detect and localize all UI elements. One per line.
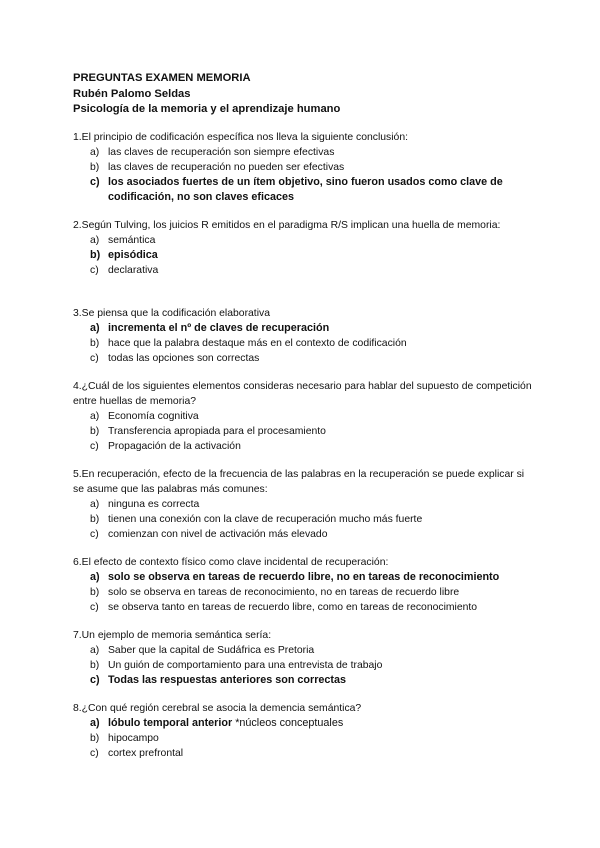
answer-option — [73, 600, 533, 615]
answer-option — [73, 424, 533, 439]
question-stem: 7.Un ejemplo de memoria semántica sería: — [73, 630, 272, 641]
answer-option — [73, 716, 533, 731]
option-text: solo se observa en tareas de recuerdo libre, no en tareas de reconocimiento — [108, 571, 500, 583]
answer-option — [73, 321, 533, 336]
answer-options — [73, 716, 533, 761]
answer-option — [73, 160, 533, 175]
document-title: PREGUNTAS EXAMEN MEMORIA — [73, 72, 251, 84]
answer-option — [73, 512, 533, 527]
question-stem: 1.El principio de codificación específica nos lleva la siguiente conclusión: — [73, 132, 409, 143]
option-letter: c) — [90, 674, 100, 686]
option-text: Propagación de la activación — [108, 441, 241, 452]
option-text: lóbulo temporal anterior — [108, 717, 233, 729]
option-letter: b) — [90, 514, 100, 525]
option-text: las claves de recuperación no pueden ser efectivas — [108, 162, 345, 173]
question-stem: 8.¿Con qué región cerebral se asocia la demencia semántica? — [73, 703, 362, 714]
question-stem: 4.¿Cuál de los siguientes elementos consideras necesario para hablar del supuesto de competición entre huellas de memoria? — [73, 381, 532, 407]
answer-options — [73, 233, 533, 278]
question-stem: 3.Se piensa que la codificación elaborativa — [73, 308, 270, 319]
option-letter: a) — [90, 717, 100, 729]
question-6 — [73, 555, 533, 615]
option-letter: b) — [90, 249, 101, 261]
answer-options — [73, 321, 533, 366]
answer-option — [73, 351, 533, 366]
option-letter: b) — [90, 338, 100, 349]
answer-option — [73, 570, 533, 585]
option-letter: a) — [90, 645, 100, 656]
option-text: Transferencia apropiada para el procesamiento — [108, 426, 326, 437]
question-4 — [73, 379, 533, 454]
option-text: comienzan con nivel de activación más elevado — [108, 529, 328, 540]
answer-option — [73, 175, 533, 205]
answer-options — [73, 643, 533, 688]
option-letter: a) — [90, 322, 100, 334]
question-stem: 6.El efecto de contexto físico como clave incidental de recuperación: — [73, 557, 389, 568]
question-2 — [73, 218, 533, 278]
option-letter: b) — [90, 162, 100, 173]
option-letter: c) — [90, 265, 99, 276]
question-8 — [73, 701, 533, 761]
answer-option — [73, 336, 533, 351]
answer-options — [73, 570, 533, 615]
option-text: los asociados fuertes de un ítem objetivo, sino fueron usados como clave de codificación, no son claves eficaces — [108, 176, 503, 203]
question-stem: 2.Según Tulving, los juicios R emitidos en el paradigma R/S implican una huella de memoria: — [73, 220, 501, 231]
option-letter: c) — [90, 441, 99, 452]
option-text: las claves de recuperación son siempre efectivas — [108, 147, 335, 158]
answer-option — [73, 658, 533, 673]
option-text: Saber que la capital de Sudáfrica es Pretoria — [108, 645, 315, 656]
answer-option — [73, 585, 533, 600]
question-3 — [73, 306, 533, 366]
document-subject: Psicología de la memoria y el aprendizaje humano — [73, 103, 341, 115]
option-text: Todas las respuestas anteriores son correctas — [108, 674, 347, 686]
option-letter: a) — [90, 571, 100, 583]
option-text: tienen una conexión con la clave de recuperación mucho más fuerte — [108, 514, 423, 525]
option-text: solo se observa en tareas de reconocimiento, no en tareas de recuerdo libre — [108, 587, 460, 598]
document-author: Rubén Palomo Seldas — [73, 87, 191, 100]
option-text: incrementa el nº de claves de recuperación — [108, 322, 330, 334]
option-letter: b) — [90, 660, 100, 671]
answer-option — [73, 145, 533, 160]
option-letter: c) — [90, 529, 99, 540]
option-text: declarativa — [108, 265, 159, 276]
option-text: hace que la palabra destaque más en el contexto de codificación — [108, 338, 407, 349]
answer-option — [73, 248, 533, 263]
question-5 — [73, 467, 533, 542]
option-letter: c) — [90, 602, 99, 613]
option-letter: b) — [90, 587, 100, 598]
answer-option — [73, 439, 533, 454]
option-text: semántica — [108, 235, 156, 246]
option-letter: a) — [90, 235, 100, 246]
answer-option — [73, 673, 533, 688]
option-note: *núcleos conceptuales — [235, 717, 344, 729]
option-text: episódica — [108, 249, 158, 261]
answer-option — [73, 527, 533, 542]
option-letter: a) — [90, 499, 100, 510]
question-1 — [73, 130, 533, 205]
option-letter: b) — [90, 426, 100, 437]
answer-options — [73, 409, 533, 454]
answer-option — [73, 746, 533, 761]
answer-option — [73, 233, 533, 248]
answer-option — [73, 409, 533, 424]
option-letter: b) — [90, 733, 100, 744]
answer-option — [73, 263, 533, 278]
option-letter: c) — [90, 353, 99, 364]
document-header — [73, 71, 340, 118]
option-text: Economía cognitiva — [108, 411, 199, 422]
option-text: Un guión de comportamiento para una entrevista de trabajo — [108, 660, 383, 671]
question-7 — [73, 628, 533, 688]
answer-options — [73, 145, 533, 205]
option-text: ninguna es correcta — [108, 499, 200, 510]
question-stem: 5.En recuperación, efecto de la frecuencia de las palabras en la recuperación se puede explicar si se asume que las palabras más comunes: — [73, 469, 525, 495]
option-letter: a) — [90, 411, 100, 422]
option-letter: c) — [90, 176, 100, 188]
option-letter: a) — [90, 147, 100, 158]
option-letter: c) — [90, 748, 99, 759]
option-text: cortex prefrontal — [108, 748, 184, 759]
option-text: se observa tanto en tareas de recuerdo libre, como en tareas de reconocimiento — [108, 602, 478, 613]
option-text: todas las opciones son correctas — [108, 353, 260, 364]
option-text: hipocampo — [108, 733, 159, 744]
answer-options — [73, 497, 533, 542]
answer-option — [73, 731, 533, 746]
answer-option — [73, 643, 533, 658]
answer-option — [73, 497, 533, 512]
